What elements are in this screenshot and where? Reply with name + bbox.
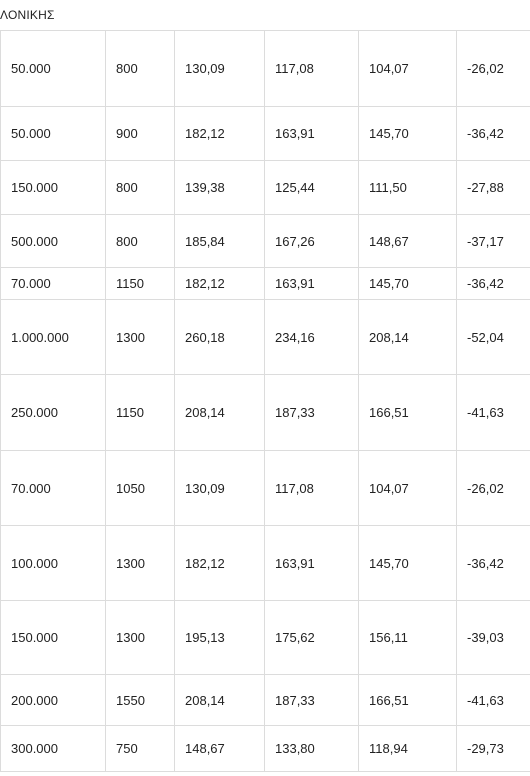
table-row [1,601,530,675]
table-cell: 117,08 [265,451,359,526]
table-cell: -37,17 [457,215,530,268]
table-cell: 1050 [106,451,175,526]
table-row [1,675,530,726]
table-cell: 900 [106,107,175,161]
table-cell: 182,12 [175,526,265,601]
table-cell: 250.000 [1,375,106,451]
table-cell: 166,51 [359,375,457,451]
table-cell: 133,80 [265,726,359,772]
table-cell: 182,12 [175,268,265,300]
table-cell: 208,14 [175,375,265,451]
table-row [1,31,530,107]
table-cell: 750 [106,726,175,772]
table-row [1,268,530,300]
table-cell: 208,14 [359,300,457,375]
table-row [1,375,530,451]
table-cell: -36,42 [457,526,530,601]
tariff-table [0,30,530,772]
table-cell: 187,33 [265,375,359,451]
table-cell: -41,63 [457,375,530,451]
table-cell: 260,18 [175,300,265,375]
table-row [1,215,530,268]
table-cell: 800 [106,161,175,215]
table-cell: 800 [106,31,175,107]
table-cell: 163,91 [265,268,359,300]
table-cell: 185,84 [175,215,265,268]
table-cell: 150.000 [1,161,106,215]
table-cell: 1150 [106,268,175,300]
table-cell: 1550 [106,675,175,726]
table-cell: 1.000.000 [1,300,106,375]
table-cell: 118,94 [359,726,457,772]
table-cell: 104,07 [359,31,457,107]
table-cell: 117,08 [265,31,359,107]
table-heading: ΛΟΝΙΚΗΣ [0,8,55,22]
table-cell: -41,63 [457,675,530,726]
table-cell: 100.000 [1,526,106,601]
table-row [1,300,530,375]
table-cell: 104,07 [359,451,457,526]
table-cell: -26,02 [457,31,530,107]
table-cell: 175,62 [265,601,359,675]
table-cell: -29,73 [457,726,530,772]
table-cell: 800 [106,215,175,268]
table-cell: -52,04 [457,300,530,375]
table-cell: 145,70 [359,268,457,300]
table-cell: 125,44 [265,161,359,215]
table-cell: -36,42 [457,268,530,300]
table-cell: 234,16 [265,300,359,375]
table-cell: -36,42 [457,107,530,161]
table-cell: 50.000 [1,107,106,161]
table-cell: 148,67 [175,726,265,772]
table-cell: 50.000 [1,31,106,107]
table-cell: 166,51 [359,675,457,726]
table-cell: 167,26 [265,215,359,268]
table-cell: 111,50 [359,161,457,215]
table-row [1,107,530,161]
table-cell: 145,70 [359,526,457,601]
table-cell: -26,02 [457,451,530,526]
table-cell: 70.000 [1,268,106,300]
table-cell: 150.000 [1,601,106,675]
table-cell: 163,91 [265,107,359,161]
table-cell: 1300 [106,300,175,375]
table-row [1,726,530,772]
table-cell: 156,11 [359,601,457,675]
table-cell: 130,09 [175,451,265,526]
table-cell: 208,14 [175,675,265,726]
table-cell: 70.000 [1,451,106,526]
table-cell: 187,33 [265,675,359,726]
table-row [1,526,530,601]
table-cell: 200.000 [1,675,106,726]
table-cell: 1150 [106,375,175,451]
table-cell: 148,67 [359,215,457,268]
table-cell: -27,88 [457,161,530,215]
table-row [1,451,530,526]
table-cell: 300.000 [1,726,106,772]
table-cell: 195,13 [175,601,265,675]
table-cell: 1300 [106,601,175,675]
table-cell: 139,38 [175,161,265,215]
table-cell: 130,09 [175,31,265,107]
table-cell: 182,12 [175,107,265,161]
table-cell: 163,91 [265,526,359,601]
table-cell: 500.000 [1,215,106,268]
table-cell: 1300 [106,526,175,601]
table-row [1,161,530,215]
table-cell: 145,70 [359,107,457,161]
table-cell: -39,03 [457,601,530,675]
